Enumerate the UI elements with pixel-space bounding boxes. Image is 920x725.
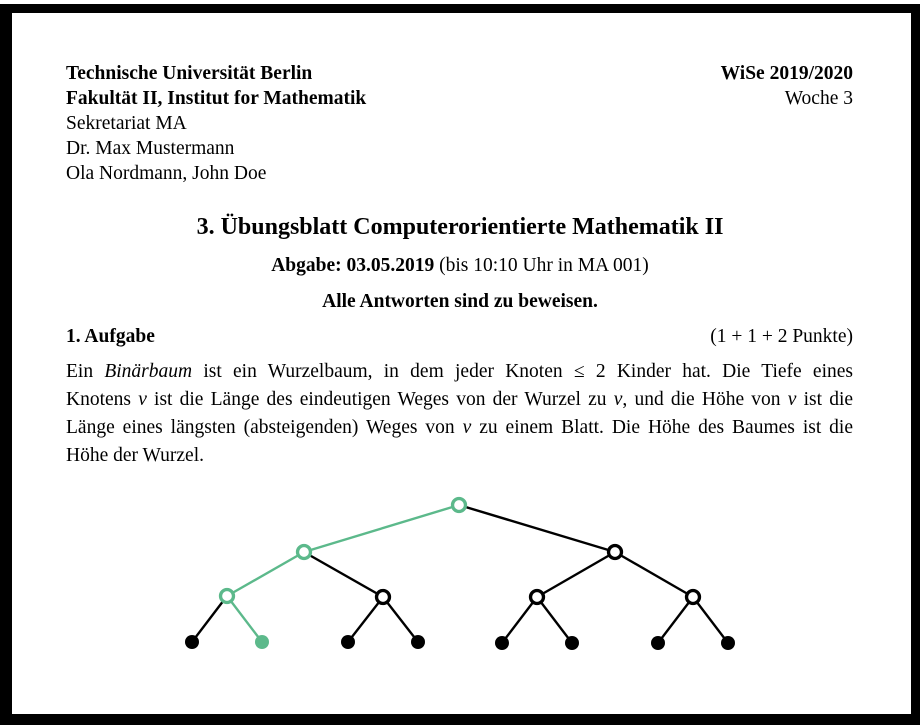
text-run: Länge eines längsten (absteigenden) Weges von: [66, 417, 463, 438]
tree-edge-L-LL: [227, 552, 304, 596]
tree-edge-RR-RRR: [693, 597, 728, 643]
italic-term: v: [787, 389, 797, 410]
submission-deadline: Abgabe: 03.05.2019: [271, 255, 435, 276]
tree-edge-L-LR: [304, 552, 383, 597]
text-run: Höhe der Wurzel.: [66, 445, 205, 466]
italic-term: v: [613, 389, 623, 410]
paragraph-line-2: [66, 386, 853, 414]
header-semester-block: [721, 61, 853, 111]
italic-term: v: [138, 389, 147, 410]
task-points: (1 + 1 + 2 Punkte): [710, 326, 853, 347]
text-run: ist die Länge des eindeutigen Weges von der Wurzel zu: [146, 389, 614, 410]
header-institution-block: [66, 61, 366, 186]
tree-edge-RL-RLL: [502, 597, 537, 643]
tree-edge-R-RL: [537, 552, 615, 597]
tree-node-L: [298, 546, 311, 559]
tree-edge-LR-LRR: [383, 597, 418, 642]
tree-node-RR: [687, 591, 700, 604]
faculty-name: Fakultät II, Institut for Mathematik: [66, 88, 367, 109]
tree-node-RLL: [495, 636, 509, 650]
tree-node-LLR: [255, 635, 269, 649]
lecturer-name: Dr. Max Mustermann: [66, 138, 235, 159]
proof-note: Alle Antworten sind zu beweisen.: [322, 291, 598, 312]
tree-node-R: [609, 546, 622, 559]
paragraph-line-1: [66, 358, 853, 386]
tree-edge-RL-RLR: [537, 597, 572, 643]
submission-details: (bis 10:10 Uhr in MA 001): [434, 255, 649, 276]
task-label: 1. Aufgabe: [66, 326, 155, 347]
tree-edge-LR-LRL: [348, 597, 383, 642]
tree-node-RL: [531, 591, 544, 604]
tree-node-LR: [377, 591, 390, 604]
text-run: ist die: [796, 389, 854, 410]
semester-label: WiSe 2019/2020: [720, 63, 853, 84]
tree-node-RLR: [565, 636, 579, 650]
tree-edge-root-L: [304, 505, 459, 552]
task-paragraph: [66, 358, 853, 470]
text-run: , und die Höhe von: [622, 389, 788, 410]
tree-edge-LL-LLL: [192, 596, 227, 642]
tree-node-RRR: [721, 636, 735, 650]
text-run: Ein: [66, 361, 105, 382]
tree-node-root: [453, 499, 466, 512]
paragraph-line-3: [66, 414, 853, 442]
text-run: zu einem Blatt. Die Höhe des Baumes ist die: [471, 417, 854, 438]
tree-edge-LL-LLR: [227, 596, 262, 642]
tree-node-LL: [221, 590, 234, 603]
sheet-title: 3. Übungsblatt Computerorientierte Mathematik II: [196, 214, 724, 240]
assistant-names: Ola Nordmann, John Doe: [66, 163, 267, 184]
tree-node-RRL: [651, 636, 665, 650]
italic-term: Binärbaum: [104, 361, 193, 382]
secretariat-line: Sekretariat MA: [66, 113, 187, 134]
italic-term: v: [462, 417, 472, 438]
tree-node-LRL: [341, 635, 355, 649]
week-label: Woche 3: [784, 88, 853, 109]
tree-node-LLL: [185, 635, 199, 649]
text-run: ist ein Wurzelbaum, in dem jeder Knoten ≤ 2 Kinder hat. Die Tiefe eines: [192, 361, 853, 382]
submission-line: [0, 253, 920, 279]
text-run: Knotens: [66, 389, 139, 410]
tree-edge-root-R: [459, 505, 615, 552]
tree-edge-RR-RRL: [658, 597, 693, 643]
institution-name: Technische Universität Berlin: [66, 63, 313, 84]
tree-node-LRR: [411, 635, 425, 649]
tree-edge-R-RR: [615, 552, 693, 597]
paragraph-line-4: [66, 442, 853, 470]
task-header-row: [66, 324, 853, 350]
